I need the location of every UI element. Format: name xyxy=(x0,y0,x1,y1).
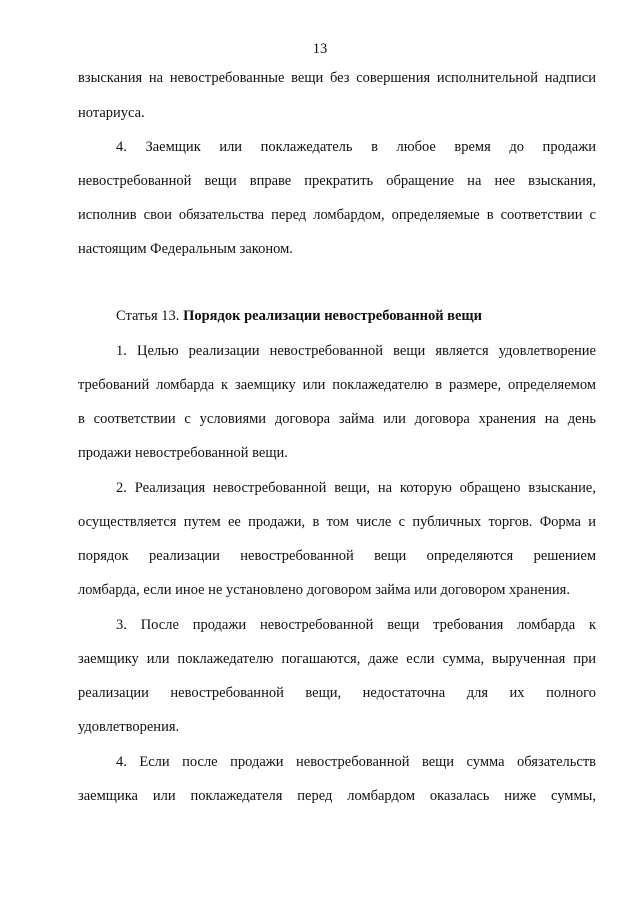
text-line: удовлетворения. xyxy=(78,719,180,735)
text-line: 4. Заемщик или поклажедатель в любое время до продажи xyxy=(116,139,596,155)
text-line: реализации невостребованной вещи, недостаточна для их полного xyxy=(78,685,596,701)
article-title: Порядок реализации невостребованной вещи xyxy=(183,308,483,324)
text-line: осуществляется путем ее продажи, в том числе с публичных торгов. Форма и xyxy=(78,514,596,530)
text-line: нотариуса. xyxy=(78,105,145,121)
text-line: порядок реализации невостребованной вещи определяются решением xyxy=(78,548,596,564)
text-line: продажи невостребованной вещи. xyxy=(78,445,288,461)
text-line: ломбарда, если иное не установлено договором займа или договором хранения. xyxy=(78,582,570,598)
text-line: взыскания на невостребованные вещи без совершения исполнительной надписи xyxy=(78,70,596,86)
text-line: 1. Целью реализации невостребованной вещи является удовлетворение xyxy=(116,343,596,359)
text-line: 2. Реализация невостребованной вещи, на которую обращено взыскание, xyxy=(116,480,596,496)
text-line: заемщику или поклажедателю погашаются, даже если сумма, вырученная при xyxy=(78,651,596,667)
article-number: Статья 13. xyxy=(116,308,180,324)
text-line: настоящим Федеральным законом. xyxy=(78,241,293,257)
text-line: заемщика или поклажедателя перед ломбардом оказалась ниже суммы, xyxy=(78,788,596,804)
article-heading xyxy=(116,306,596,326)
page-number: 13 xyxy=(312,41,328,57)
text-line: 3. После продажи невостребованной вещи требования ломбарда к xyxy=(116,617,596,633)
text-line: 4. Если после продажи невостребованной вещи сумма обязательств xyxy=(116,754,596,770)
text-line: исполнив свои обязательства перед ломбардом, определяемые в соответствии с xyxy=(78,207,596,223)
text-line: требований ломбарда к заемщику или поклажедателю в размере, определяемом xyxy=(78,377,596,393)
text-line: невостребованной вещи вправе прекратить обращение на нее взыскания, xyxy=(78,173,596,189)
text-line: в соответствии с условиями договора займа или договора хранения на день xyxy=(78,411,596,427)
